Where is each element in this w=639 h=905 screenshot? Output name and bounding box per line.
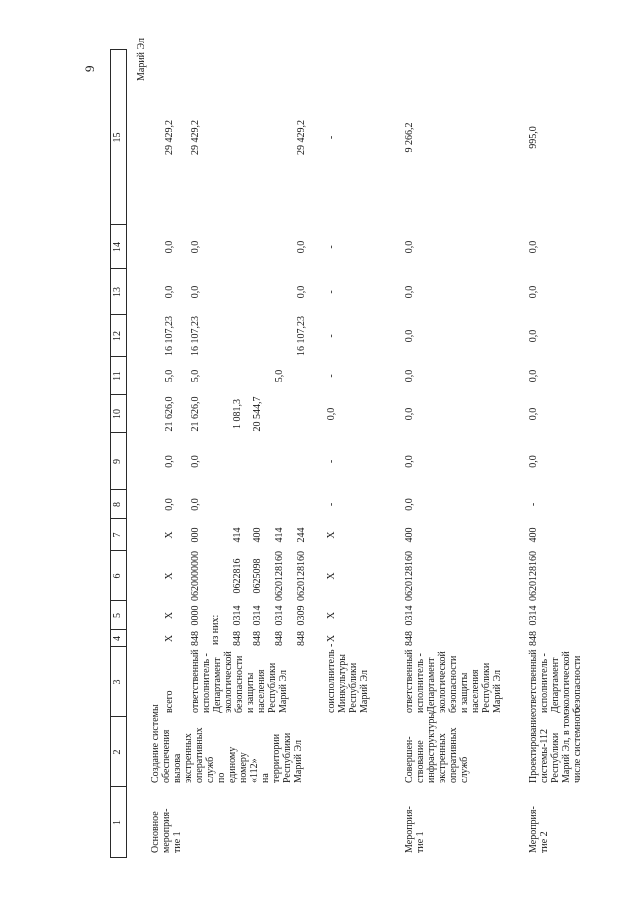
cell-col-6: 0620000000 <box>190 551 201 601</box>
row-label: Основное <box>150 811 161 853</box>
column-number: 5 <box>112 613 123 618</box>
cell-col-11: 5,0 <box>164 369 175 383</box>
cell-col-15: 995,0 <box>528 126 539 149</box>
header-top-rule <box>110 50 111 858</box>
cell-col-15: - <box>326 135 337 140</box>
event-title: экстренных <box>437 733 448 783</box>
cell-col-14: - <box>326 245 337 249</box>
cell-col-4: 848 <box>296 631 307 646</box>
cell-col-5: 0314 <box>232 605 243 626</box>
event-title: «112» <box>249 758 260 783</box>
executor-text: Минкультуры <box>337 654 348 713</box>
executor-text: Марий Эл <box>492 670 503 713</box>
cell-col-9: 0,0 <box>528 455 539 468</box>
cell-col-11: 0,0 <box>528 369 539 383</box>
cell-col-9: 0,0 <box>164 455 175 468</box>
cell-col-15: 29 429,2 <box>190 120 201 155</box>
column-number: 8 <box>112 502 123 507</box>
event-title: служб <box>459 756 470 783</box>
cell-col-14: 0,0 <box>404 240 415 254</box>
cell-col-12: - <box>326 334 337 338</box>
cell-col-8: 0,0 <box>190 498 201 511</box>
column-number: 13 <box>112 287 123 297</box>
cell-col-7: 400 <box>528 527 539 543</box>
event-title: системы-112 <box>539 728 550 783</box>
column-number: 15 <box>112 132 123 143</box>
event-title: оперативных <box>448 727 459 783</box>
event-title: по <box>216 772 227 783</box>
cell-col-4: X <box>164 634 175 643</box>
cell-col-6: 0622816 <box>232 558 243 594</box>
event-title: служб <box>205 756 216 783</box>
column-number: 10 <box>112 409 123 419</box>
cell-col-7: X <box>164 531 175 539</box>
cell-col-6: 0620128160 <box>528 551 539 601</box>
cell-col-14: 0,0 <box>528 240 539 254</box>
column-number: 6 <box>112 573 123 579</box>
cell-col-7: 400 <box>404 527 415 543</box>
event-title: номеру <box>238 752 249 783</box>
cell-col-10: 21 626,0 <box>190 396 201 432</box>
event-title: инфраструктуры <box>426 711 437 783</box>
cell-col-5: 0000 <box>190 605 201 626</box>
cell-col-7: 244 <box>296 527 307 543</box>
executor-text: населения <box>470 669 481 713</box>
event-title: на <box>260 773 271 783</box>
event-title: единому <box>227 746 238 783</box>
cell-col-8: 0,0 <box>404 498 415 511</box>
event-title: обеспечения <box>161 729 172 783</box>
cell-col-5: X <box>164 611 175 620</box>
event-title: ствование <box>415 740 426 783</box>
executor-text: Департамент <box>550 657 561 713</box>
column-number: 7 <box>112 532 123 538</box>
cell-col-10: 21 626,0 <box>164 396 175 432</box>
row-label: мероприя- <box>161 808 172 853</box>
executor-text: безопасности <box>572 655 583 713</box>
cell-col-11: 5,0 <box>274 369 285 383</box>
cell-col-13: 0,0 <box>190 285 201 299</box>
cell-col-13: - <box>326 290 337 294</box>
executor-text: Департамент <box>426 657 437 713</box>
cell-col-12: 0,0 <box>404 329 415 343</box>
event-title: числе системного <box>572 707 583 783</box>
row-label: тие 1 <box>172 831 183 853</box>
cell-col-7: 414 <box>274 527 285 543</box>
column-number: 14 <box>112 242 123 252</box>
cell-col-6: X <box>164 572 175 580</box>
row-label: Мероприя- <box>404 806 415 853</box>
cell-col-13: 0,0 <box>164 285 175 299</box>
executor-text: Марий Эл <box>359 670 370 713</box>
cell-col-9: - <box>326 459 337 464</box>
executor-text: экологической <box>437 651 448 713</box>
executor-text: Марий Эл <box>278 670 289 713</box>
executor-text: ответственный <box>404 649 415 713</box>
event-title: Создание системы <box>150 704 161 783</box>
cell-col-12: 16 107,23 <box>190 316 201 356</box>
cell-col-12: 16 107,23 <box>296 316 307 356</box>
executor-text: исполнитель - <box>201 653 212 713</box>
cell-col-13: 0,0 <box>528 285 539 299</box>
page-number: 9 <box>82 65 97 72</box>
event-title: Марий Эл <box>293 740 304 783</box>
cell-col-5: 0314 <box>404 605 415 626</box>
column-number: 3 <box>112 679 123 685</box>
executor-text: экологической <box>561 651 572 713</box>
event-title: вызова <box>172 753 183 783</box>
cell-col-12: 16 107,23 <box>164 316 175 356</box>
cell-col-10: 0,0 <box>326 407 337 421</box>
executor-text: соисполнитель - <box>326 643 337 713</box>
cell-col-6: 0620128160 <box>296 551 307 601</box>
cell-col-9: 0,0 <box>190 455 201 468</box>
executor-text: безопасности <box>448 655 459 713</box>
cell-col-4: X <box>326 634 337 643</box>
cell-col-15: 29 429,2 <box>164 120 175 155</box>
cell-col-14: 0,0 <box>190 240 201 254</box>
executor-text: исполнитель - <box>415 653 426 713</box>
executor-text: безопасности <box>234 655 245 713</box>
executor-text: экологической <box>223 651 234 713</box>
executor-text: и защиты <box>245 672 256 713</box>
cell-col-14: 0,0 <box>296 240 307 254</box>
cell-col-4: 848 <box>274 631 285 646</box>
cell-col-5: X <box>326 611 337 620</box>
cell-col-7: X <box>326 531 337 539</box>
cell-col-8: - <box>528 502 539 507</box>
cell-col-15: 29 429,2 <box>296 120 307 155</box>
cell-col-4: 848 <box>232 631 243 646</box>
cell-col-15: 9 266,2 <box>404 122 415 153</box>
cell-col-5: 0314 <box>274 605 285 626</box>
cell-col-10: 1 081,3 <box>232 399 243 429</box>
event-title: территории <box>271 733 282 783</box>
event-title: экстренных <box>183 733 194 783</box>
cell-col-4: 848 <box>252 631 263 646</box>
event-title: Республики <box>282 732 293 783</box>
cell-col-12: 0,0 <box>528 329 539 343</box>
row-label: тие 2 <box>539 831 550 853</box>
cell-col-11: - <box>326 374 337 378</box>
row-label: Мероприя- <box>528 806 539 853</box>
cell-col-11: 0,0 <box>404 369 415 383</box>
cell-col-7: 000 <box>190 527 201 543</box>
cell-col-7: 400 <box>252 527 263 543</box>
cell-col-4: 848 <box>404 631 415 646</box>
executor-text: Республики <box>267 662 278 713</box>
of-which-label: из них: <box>210 614 221 645</box>
cell-col-13: 0,0 <box>296 285 307 299</box>
cell-col-4: 848 <box>190 631 201 646</box>
cell-col-6: 0620128160 <box>404 551 415 601</box>
executor-text: населения <box>256 669 267 713</box>
cell-col-10: 20 544,7 <box>252 396 263 432</box>
cell-col-8: - <box>326 502 337 507</box>
executor-text: ответственный <box>190 649 201 713</box>
cell-col-13: 0,0 <box>404 285 415 299</box>
executor-text: ответственный <box>528 649 539 713</box>
column-number: 1 <box>112 820 123 825</box>
executor-text: Департамент <box>212 657 223 713</box>
cell-col-7: 414 <box>232 527 243 543</box>
column-number: 12 <box>112 331 123 341</box>
event-title: Совершен- <box>404 736 415 783</box>
cell-col-10: 0,0 <box>528 407 539 421</box>
column-number: 11 <box>112 371 123 381</box>
executor-text: исполнитель - <box>539 653 550 713</box>
cell-col-8: 0,0 <box>164 498 175 511</box>
executor-text: и защиты <box>459 672 470 713</box>
cell-col-4: 848 <box>528 631 539 646</box>
cell-col-5: 0309 <box>296 605 307 626</box>
cell-col-11: 5,0 <box>190 369 201 383</box>
event-title: Проектирование <box>528 712 539 783</box>
column-number: 4 <box>112 636 123 641</box>
executor-text: Республики <box>348 662 359 713</box>
event-title: Марий Эл, в том <box>561 712 572 783</box>
row-label: тие 1 <box>415 831 426 853</box>
executor-text: Республики <box>481 662 492 713</box>
cell-col-6: X <box>326 572 337 580</box>
cell-col-5: 0314 <box>528 605 539 626</box>
cell-col-6: 0625098 <box>252 558 263 594</box>
executor-text: всего <box>164 690 175 713</box>
header-spill-text: Марий Эл <box>136 38 147 81</box>
event-title: оперативных <box>194 727 205 783</box>
column-number: 9 <box>112 459 123 464</box>
column-number: 2 <box>112 749 123 755</box>
cell-col-5: 0314 <box>252 605 263 626</box>
cell-col-14: 0,0 <box>164 240 175 254</box>
cell-col-10: 0,0 <box>404 407 415 421</box>
header-bottom-rule <box>126 50 127 858</box>
cell-col-9: 0,0 <box>404 455 415 468</box>
cell-col-6: 0620128160 <box>274 551 285 601</box>
event-title: Республики <box>550 732 561 783</box>
